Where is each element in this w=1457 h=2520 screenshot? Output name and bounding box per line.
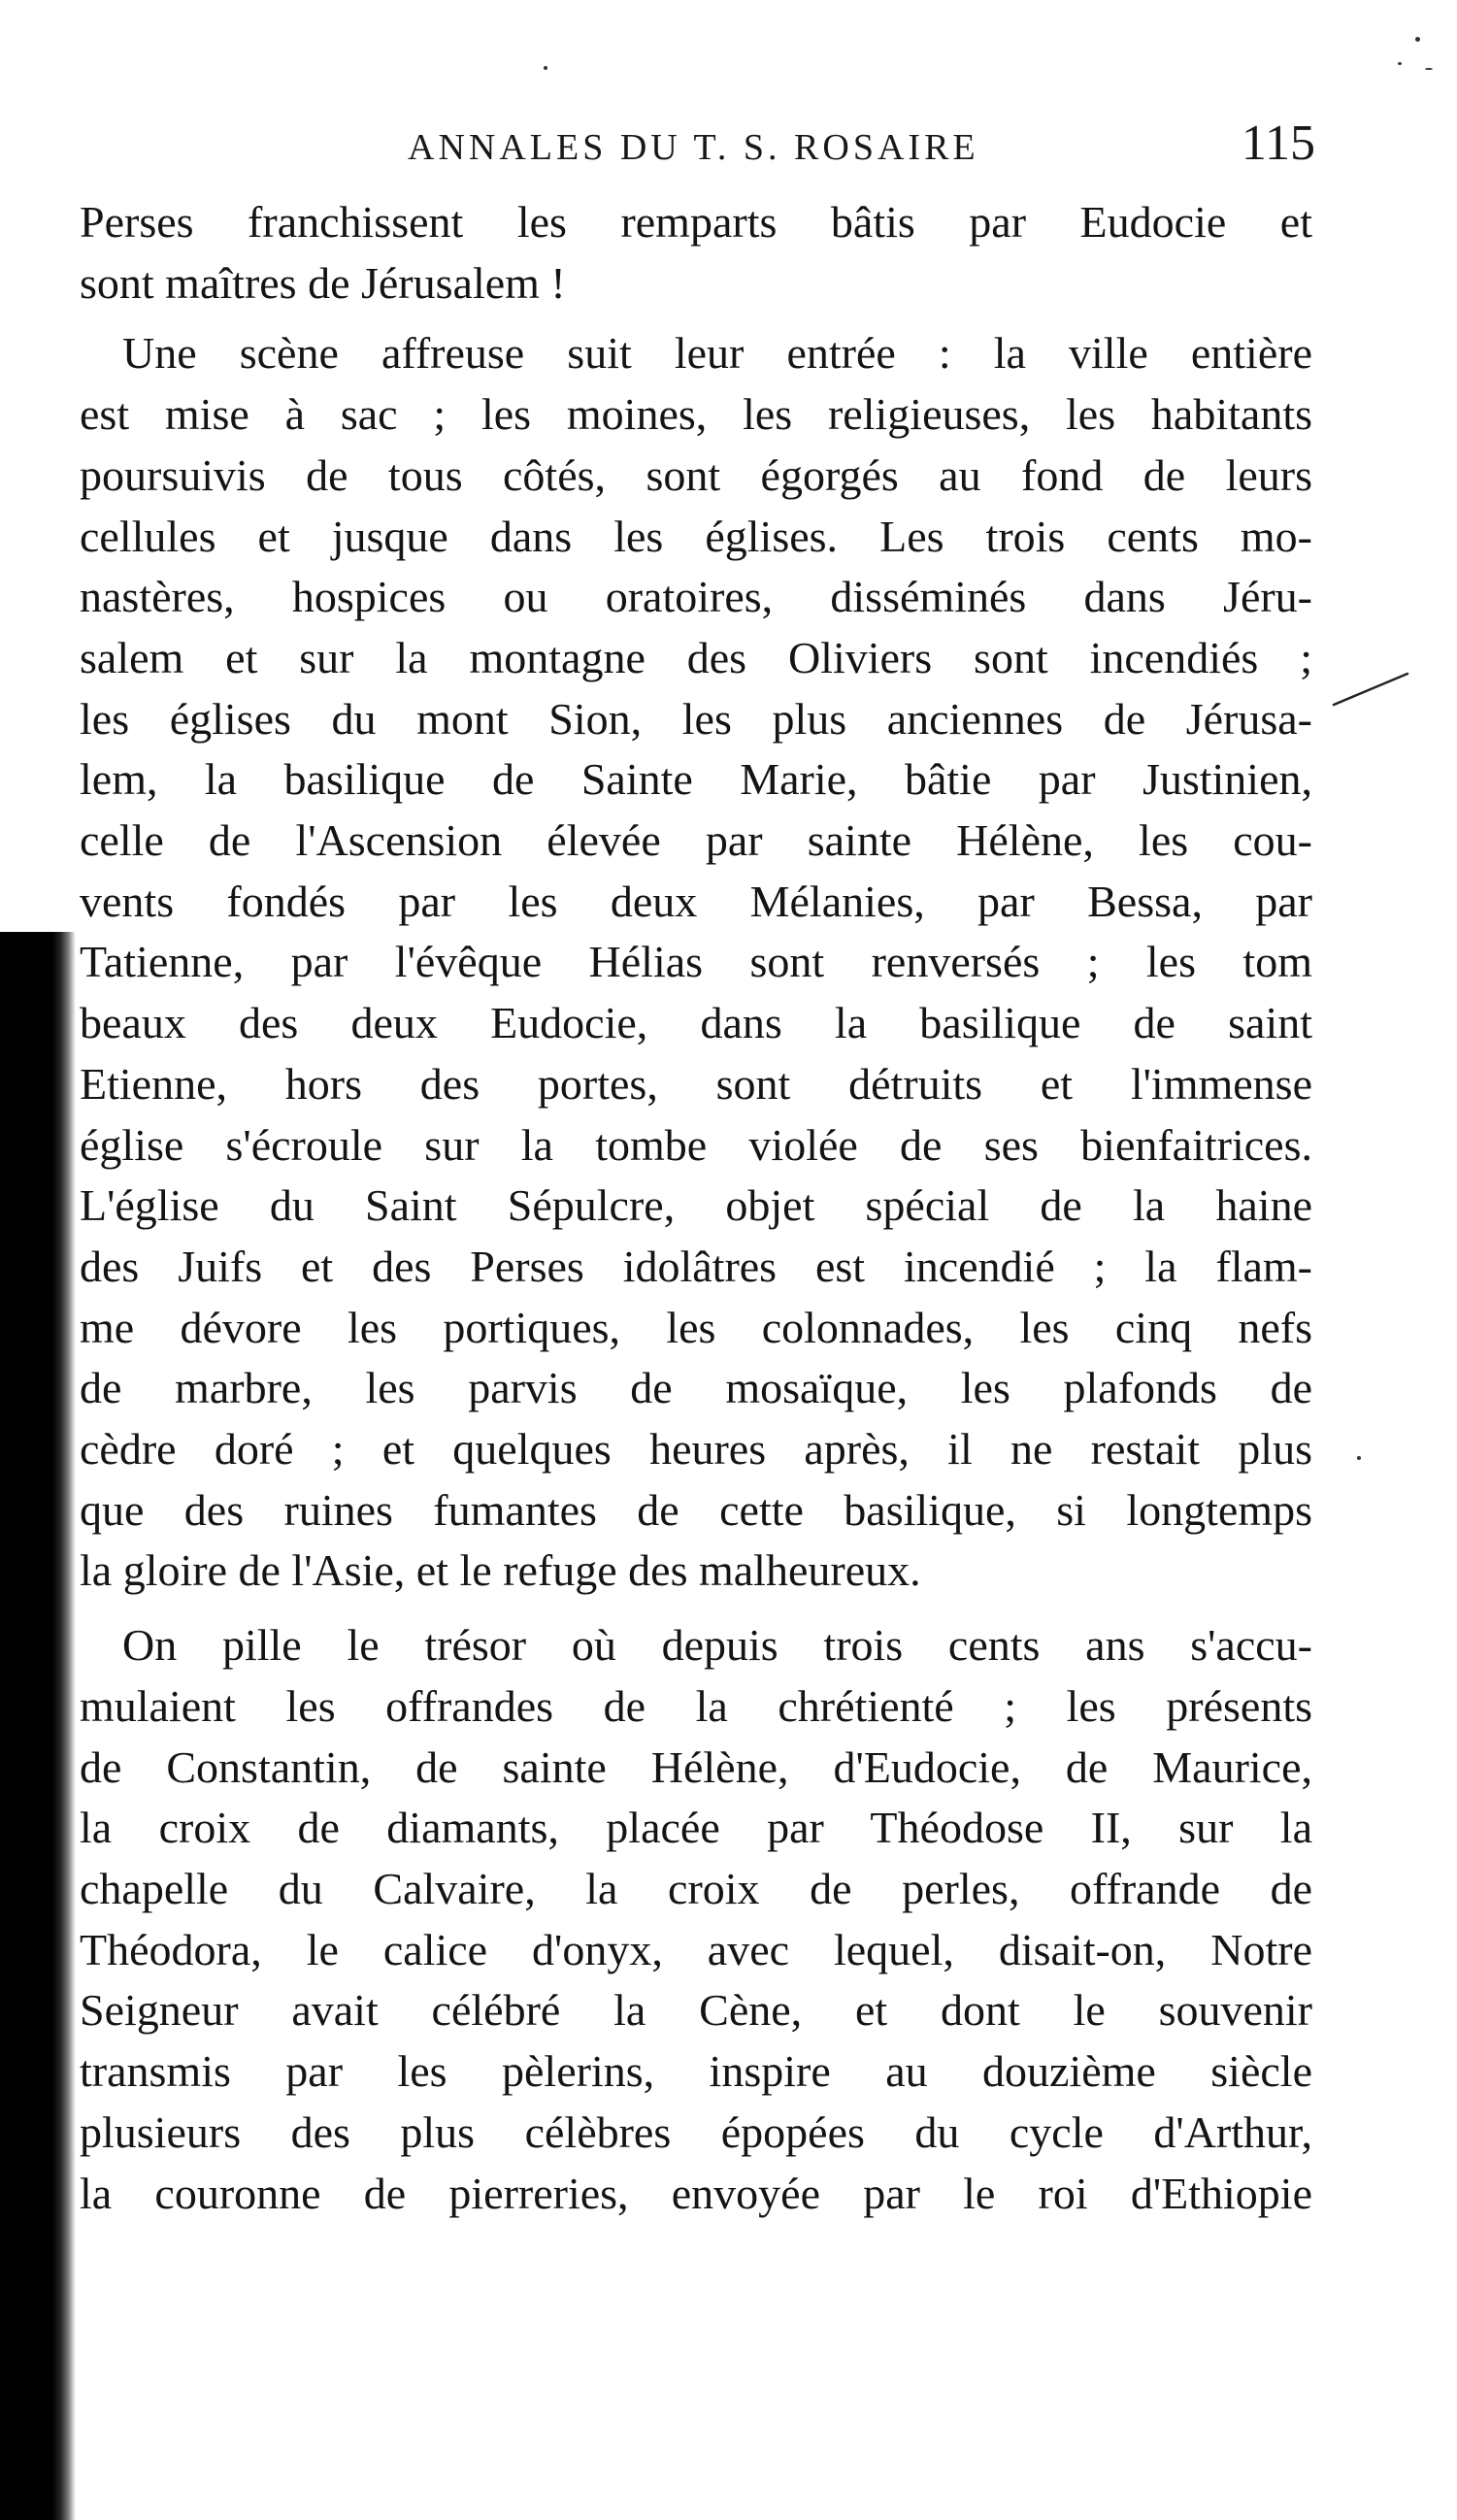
- ink-speck: [1425, 68, 1433, 70]
- text-line: les églises du mont Sion, les plus anciennes de Jérusa-: [80, 693, 1312, 744]
- ink-speck: [544, 66, 547, 70]
- text-line: chapelle du Calvaire, la croix de perles, offrande de: [80, 1863, 1312, 1913]
- text-line: Seigneur avait célébré la Cène, et dont le souvenir: [80, 1985, 1312, 2036]
- text-line: de marbre, les parvis de mosaïque, les plafonds de: [80, 1363, 1312, 1413]
- text-line: celle de l'Ascension élevée par sainte Hélène, les cou-: [80, 815, 1312, 866]
- text-line: que des ruines fumantes de cette basilique, si longtemps: [80, 1484, 1312, 1535]
- paragraph-gap: [80, 314, 1312, 323]
- text-line: sont maîtres de Jérusalem !: [80, 257, 566, 308]
- text-line: mulaient les offrandes de la chrétienté ; les présents: [80, 1680, 1312, 1731]
- text-line: cellules et jusque dans les églises. Les trois cents mo-: [80, 511, 1312, 561]
- paragraph-1: [80, 192, 1312, 314]
- text-line: Théodora, le calice d'onyx, avec lequel, disait-on, Notre: [80, 1924, 1312, 1974]
- ink-speck: [1357, 1456, 1361, 1460]
- page-header: [78, 115, 1315, 173]
- text-line: salem et sur la montagne des Oliviers sont incendiés ;: [80, 632, 1312, 682]
- paragraph-2: [80, 323, 1312, 1602]
- ink-speck: [1415, 37, 1420, 42]
- text-line: nastères, hospices ou oratoires, disséminés dans Jéru-: [80, 572, 1312, 622]
- text-line: la gloire de l'Asie, et le refuge des malheureux.: [80, 1545, 921, 1596]
- text-line: de Constantin, de sainte Hélène, d'Eudocie, de Maurice,: [80, 1741, 1312, 1792]
- binding-edge: [0, 932, 76, 2520]
- text-line: Etienne, hors des portes, sont détruits et l'immense: [80, 1058, 1312, 1109]
- text-line: la croix de diamants, placée par Théodose II, sur la: [80, 1803, 1312, 1853]
- body-text: [80, 192, 1312, 2224]
- text-line: est mise à sac ; les moines, les religieuses, les habitants: [80, 389, 1312, 440]
- text-line: vents fondés par les deux Mélanies, par Bessa, par: [80, 876, 1312, 926]
- paragraph-3: [80, 1615, 1312, 2224]
- text-line: la couronne de pierreries, envoyée par le roi d'Ethiopie: [80, 2168, 1312, 2218]
- ink-speck: [1398, 62, 1402, 65]
- text-line: L'église du Saint Sépulcre, objet spécial de la haine: [80, 1180, 1312, 1231]
- text-line: Perses franchissent les remparts bâtis par Eudocie et: [80, 197, 1312, 247]
- text-line: des Juifs et des Perses idolâtres est incendié ; la flam-: [80, 1241, 1312, 1291]
- text-line: beaux des deux Eudocie, dans la basilique de saint: [80, 998, 1312, 1048]
- text-line: On pille le trésor où depuis trois cents ans s'accu-: [122, 1620, 1312, 1671]
- pencil-mark-icon: [1332, 670, 1409, 709]
- running-head: ANNALES DU T. S. ROSAIRE: [408, 127, 979, 168]
- text-line: Une scène affreuse suit leur entrée : la ville entière: [122, 328, 1312, 379]
- text-line: transmis par les pèlerins, inspire au douzième siècle: [80, 2046, 1312, 2097]
- text-line: poursuivis de tous côtés, sont égorgés au fond de leurs: [80, 449, 1312, 500]
- text-line: cèdre doré ; et quelques heures après, il ne restait plus: [80, 1424, 1312, 1475]
- text-line: église s'écroule sur la tombe violée de ses bienfaitrices.: [80, 1119, 1312, 1170]
- text-line: plusieurs des plus célèbres épopées du cycle d'Arthur,: [80, 2106, 1312, 2157]
- text-line: Tatienne, par l'évêque Hélias sont renversés ; les tom: [80, 937, 1312, 987]
- text-line: me dévore les portiques, les colonnades, les cinq nefs: [80, 1302, 1312, 1352]
- page-number: 115: [1241, 116, 1315, 171]
- text-line: lem, la basilique de Sainte Marie, bâtie par Justinien,: [80, 754, 1312, 805]
